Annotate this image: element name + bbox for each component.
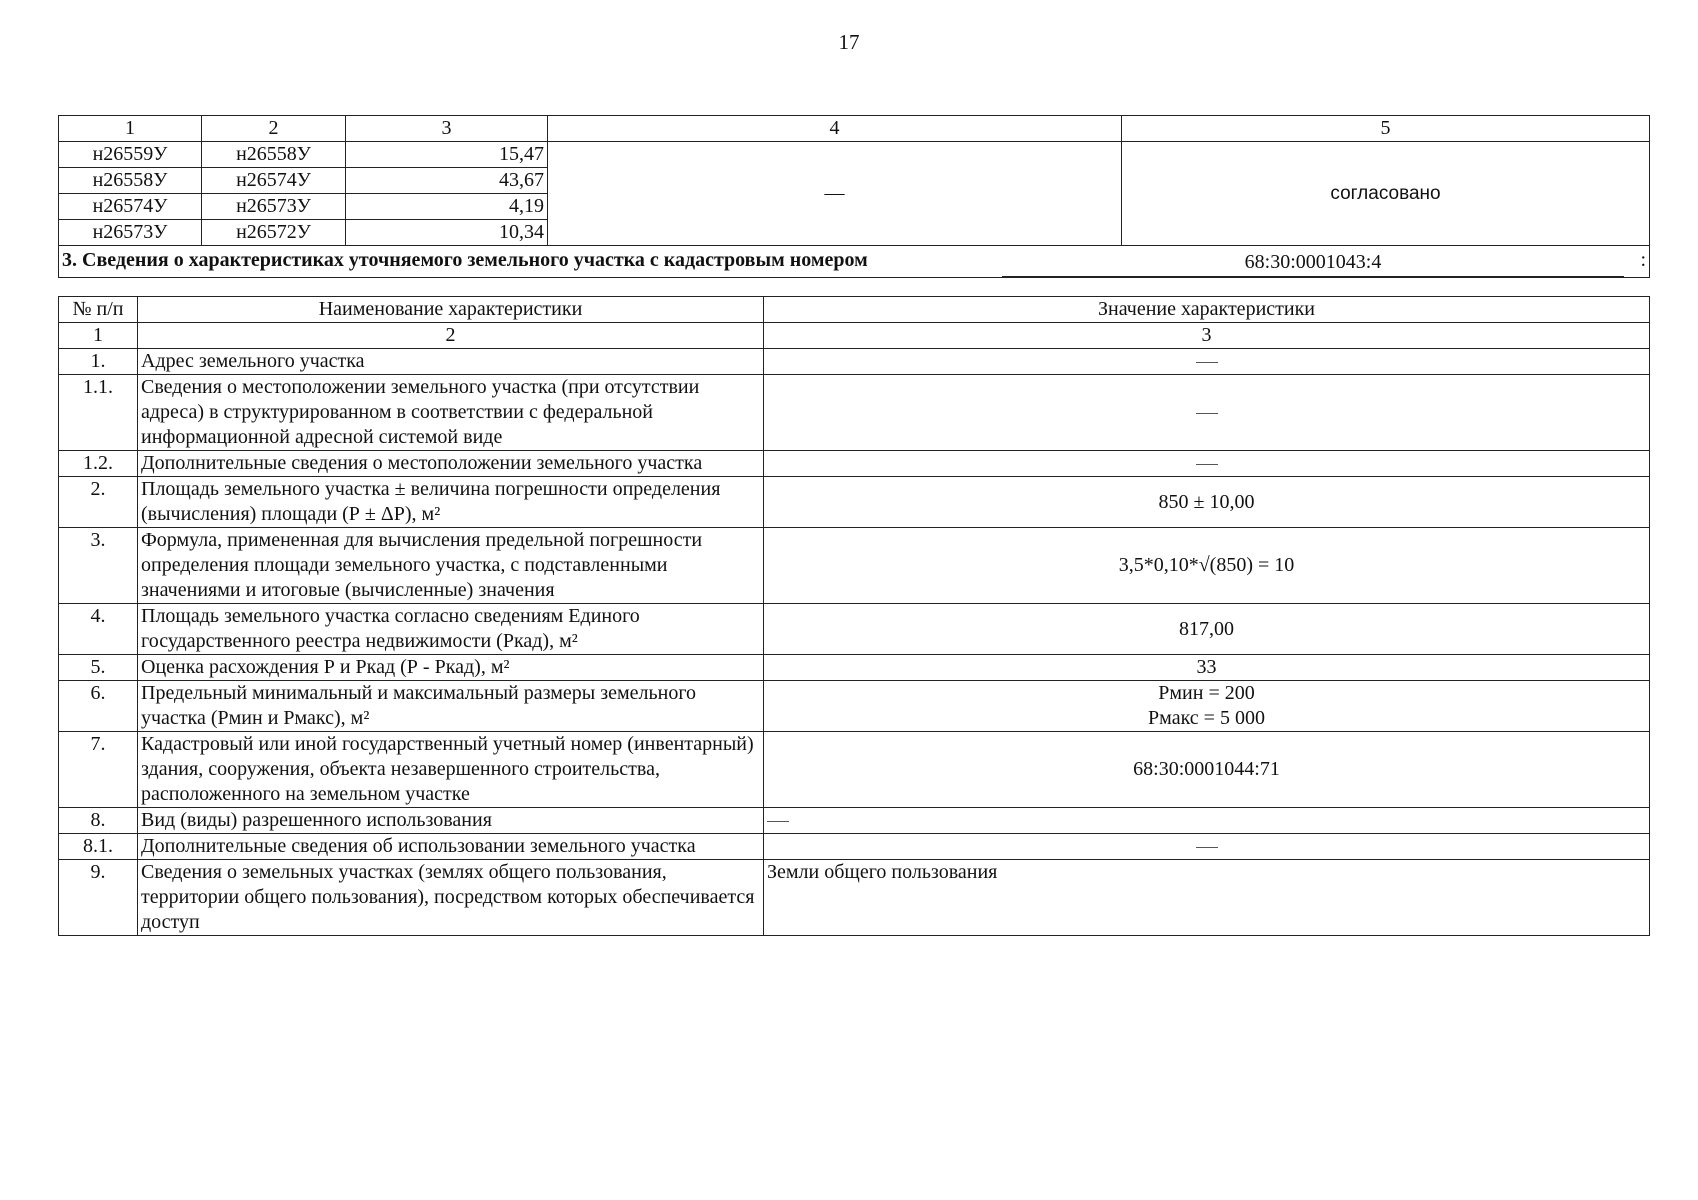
table-row (59, 655, 1650, 681)
row-number: 1. (59, 349, 138, 375)
row-number: 9. (59, 860, 138, 936)
header-name: Наименование характеристики (138, 297, 764, 323)
table-row (59, 681, 1650, 732)
header-row (59, 116, 1650, 142)
table-row (59, 860, 1650, 936)
table-row (59, 142, 1650, 168)
empty-dash (1196, 362, 1218, 363)
header-cell: 2 (202, 116, 346, 142)
characteristic-value: 850 ± 10,00 (764, 477, 1650, 528)
characteristic-value (764, 808, 1650, 834)
empty-dash (1196, 413, 1218, 414)
table-row (59, 604, 1650, 655)
point-to: н26572У (202, 220, 346, 246)
characteristic-value (764, 451, 1650, 477)
cadastral-number: 68:30:0001043:4 (1002, 248, 1624, 277)
characteristic-value: 817,00 (764, 604, 1650, 655)
header-cell: 5 (1122, 116, 1650, 142)
row-number: 5. (59, 655, 138, 681)
table-row (59, 349, 1650, 375)
row-number: 8. (59, 808, 138, 834)
characteristic-name: Площадь земельного участка согласно сведениям Единого государственного реестра недвижимости (Ркад), м² (138, 604, 764, 655)
segment-length: 43,67 (346, 168, 548, 194)
row-number: 7. (59, 732, 138, 808)
point-from: н26559У (59, 142, 202, 168)
segment-length: 15,47 (346, 142, 548, 168)
characteristic-name: Вид (виды) разрешенного использования (138, 808, 764, 834)
header-cell: 3 (346, 116, 548, 142)
empty-dash (767, 821, 789, 822)
characteristic-value: 68:30:0001044:71 (764, 732, 1650, 808)
table-row (59, 375, 1650, 451)
page-number: 17 (838, 30, 860, 54)
characteristic-name: Сведения о земельных участках (землях общего пользования, территории общего пользования), посредством которых обеспечивается доступ (138, 860, 764, 936)
characteristic-value (764, 681, 1650, 732)
row-number: 6. (59, 681, 138, 732)
table-row (59, 477, 1650, 528)
header-number: № п/п (59, 297, 138, 323)
column-number: 1 (59, 323, 138, 349)
column-number: 3 (764, 323, 1650, 349)
segment-length: 10,34 (346, 220, 548, 246)
point-from: н26574У (59, 194, 202, 220)
header-row (59, 297, 1650, 323)
characteristic-name: Кадастровый или иной государственный учетный номер (инвентарный) здания, сооружения, объекта незавершенного строительства, расположенного на земельном участке (138, 732, 764, 808)
column-number: 2 (138, 323, 764, 349)
characteristic-value: Земли общего пользования (764, 860, 1650, 936)
table-row (59, 451, 1650, 477)
characteristic-name: Площадь земельного участка ± величина погрешности определения (вычисления) площади (Р ± ΔР), м² (138, 477, 764, 528)
row-number: 3. (59, 528, 138, 604)
point-from: н26558У (59, 168, 202, 194)
section-title: 3. Сведения о характеристиках уточняемого земельного участка с кадастровым номером (62, 249, 868, 271)
segment-length: 4,19 (346, 194, 548, 220)
characteristic-name: Адрес земельного участка (138, 349, 764, 375)
characteristic-value: 3,5*0,10*√(850) = 10 (764, 528, 1650, 604)
row-number: 1.1. (59, 375, 138, 451)
characteristic-name: Формула, примененная для вычисления предельной погрешности определения площади земельного участка, с подставленными значениями и итоговые (вычисленные) значения (138, 528, 764, 604)
row-number: 4. (59, 604, 138, 655)
point-from: н26573У (59, 220, 202, 246)
table-row (59, 528, 1650, 604)
characteristic-value (764, 349, 1650, 375)
empty-dash (1196, 464, 1218, 465)
characteristic-name: Дополнительные сведения о местоположении земельного участка (138, 451, 764, 477)
row-number: 8.1. (59, 834, 138, 860)
min-size: Рмин = 200 (1158, 682, 1255, 704)
characteristics-table (58, 296, 1650, 936)
row-number: 2. (59, 477, 138, 528)
column-number-row (59, 323, 1650, 349)
characteristic-name: Предельный минимальный и максимальный размеры земельного участка (Рмин и Рмакс), м² (138, 681, 764, 732)
point-to: н26574У (202, 168, 346, 194)
header-cell: 4 (548, 116, 1122, 142)
column-4-value: — (548, 142, 1122, 246)
characteristic-name: Оценка расхождения Р и Ркад (Р - Ркад), м² (138, 655, 764, 681)
characteristic-name: Дополнительные сведения об использовании земельного участка (138, 834, 764, 860)
max-size: Рмакс = 5 000 (1148, 707, 1265, 729)
table-row (59, 808, 1650, 834)
section-colon: : (1640, 249, 1646, 271)
characteristic-value: 33 (764, 655, 1650, 681)
table-row (59, 834, 1650, 860)
section-title-row (59, 246, 1650, 278)
boundary-segments-table (58, 115, 1650, 278)
point-to: н26573У (202, 194, 346, 220)
row-number: 1.2. (59, 451, 138, 477)
point-to: н26558У (202, 142, 346, 168)
empty-dash (1196, 847, 1218, 848)
approval-status: согласовано (1122, 142, 1650, 246)
table-row (59, 732, 1650, 808)
section-title-cell (59, 246, 1650, 278)
characteristic-value (764, 375, 1650, 451)
characteristic-value (764, 834, 1650, 860)
characteristic-name: Сведения о местоположении земельного участка (при отсутствии адреса) в структурированном в соответствии с федеральной информационной адресной системой виде (138, 375, 764, 451)
header-value: Значение характеристики (764, 297, 1650, 323)
header-cell: 1 (59, 116, 202, 142)
